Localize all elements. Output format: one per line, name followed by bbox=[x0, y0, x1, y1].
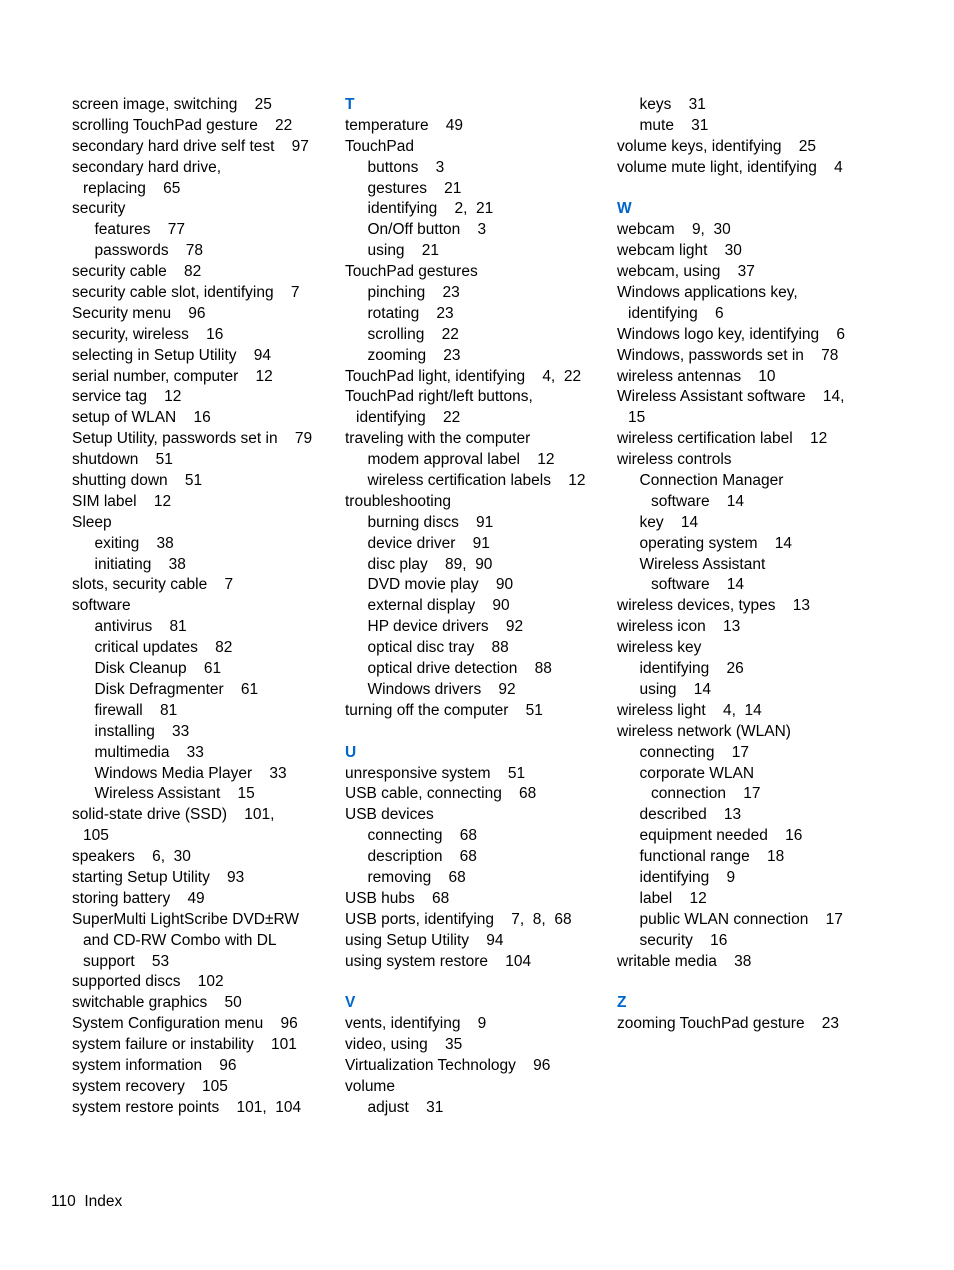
index-subentry: optical drive detection 88 bbox=[367, 660, 552, 678]
index-subentry: connecting 68 bbox=[367, 827, 477, 845]
index-subentry: adjust 31 bbox=[367, 1098, 444, 1116]
index-subentry: 105 bbox=[83, 827, 109, 845]
index-subentry: operating system 14 bbox=[639, 534, 792, 552]
index-subentry: security 16 bbox=[639, 931, 728, 949]
index-entry: System Configuration menu 96 bbox=[72, 1015, 298, 1033]
index-entry: switchable graphics 50 bbox=[72, 994, 242, 1012]
index-subentry: corporate WLAN bbox=[639, 764, 755, 782]
index-entry: zooming TouchPad gesture 23 bbox=[617, 1015, 840, 1033]
index-subentry: connecting 17 bbox=[639, 743, 749, 761]
index-entry: slots, security cable 7 bbox=[72, 576, 234, 594]
index-letter-heading: U bbox=[345, 743, 357, 761]
index-entry: TouchPad light, identifying 4, 22 bbox=[345, 367, 582, 385]
index-subentry: software 14 bbox=[651, 576, 745, 594]
index-subentry: keys 31 bbox=[639, 96, 706, 113]
index-entry: security cable slot, identifying 7 bbox=[72, 284, 300, 302]
index-entry: using Setup Utility 94 bbox=[345, 931, 504, 949]
page-number: 110 bbox=[51, 1193, 76, 1210]
index-subentry: multimedia 33 bbox=[94, 743, 204, 761]
index-subentry: public WLAN connection 17 bbox=[639, 910, 843, 928]
index-subentry: equipment needed 16 bbox=[639, 827, 803, 845]
index-entry: Windows logo key, identifying 6 bbox=[617, 325, 846, 343]
index-column-3 bbox=[617, 95, 867, 1035]
index-subentry: antivirus 81 bbox=[94, 618, 187, 636]
index-subentry: identifying 22 bbox=[356, 409, 461, 427]
index-entry: Sleep bbox=[72, 513, 112, 531]
index-entry: secondary hard drive self test 97 bbox=[72, 137, 309, 155]
index-subentry: optical disc tray 88 bbox=[367, 639, 509, 657]
index-subentry: external display 90 bbox=[367, 597, 510, 615]
index-subentry: DVD movie play 90 bbox=[367, 576, 514, 594]
index-entry: wireless key bbox=[617, 639, 702, 657]
index-entry: wireless network (WLAN) bbox=[617, 722, 791, 740]
section-spacer bbox=[617, 179, 867, 200]
index-entry: Windows applications key, bbox=[617, 284, 798, 302]
index-entry: security, wireless 16 bbox=[72, 325, 224, 343]
index-entry: wireless icon 13 bbox=[617, 618, 741, 636]
index-subentry: Disk Cleanup 61 bbox=[94, 660, 222, 678]
index-entry: USB hubs 68 bbox=[345, 889, 450, 907]
index-letter-heading: Z bbox=[617, 994, 627, 1012]
page-footer bbox=[51, 1192, 122, 1212]
index-subentry: Windows Media Player 33 bbox=[94, 764, 287, 782]
index-entry: selecting in Setup Utility 94 bbox=[72, 346, 272, 364]
index-entry: SuperMulti LightScribe DVD±RW bbox=[72, 910, 300, 928]
index-subentry: connection 17 bbox=[651, 785, 761, 803]
index-entry: wireless devices, types 13 bbox=[617, 597, 810, 615]
index-subentry: key 14 bbox=[639, 513, 699, 531]
index-entry: Setup Utility, passwords set in 79 bbox=[72, 430, 313, 448]
index-entry: traveling with the computer bbox=[345, 430, 531, 448]
index-entry: webcam light 30 bbox=[617, 242, 742, 260]
index-entry: webcam 9, 30 bbox=[617, 221, 731, 239]
index-entry: system failure or instability 101 bbox=[72, 1036, 297, 1054]
index-entry: shutdown 51 bbox=[72, 451, 173, 469]
index-entry: solid-state drive (SSD) 101, bbox=[72, 806, 275, 824]
index-entry: TouchPad gestures bbox=[345, 263, 478, 281]
index-entry: system information 96 bbox=[72, 1056, 237, 1074]
index-entry: USB ports, identifying 7, 8, 68 bbox=[345, 910, 572, 928]
index-subentry: Wireless Assistant 15 bbox=[94, 785, 255, 803]
index-entry: secondary hard drive, bbox=[72, 158, 222, 176]
index-subentry: software 14 bbox=[651, 492, 745, 510]
index-subentry: label 12 bbox=[639, 889, 707, 907]
index-subentry: firewall 81 bbox=[94, 701, 178, 719]
section-spacer bbox=[345, 972, 605, 993]
index-subentry: installing 33 bbox=[94, 722, 190, 740]
index-entry: Windows, passwords set in 78 bbox=[617, 346, 839, 364]
index-entry: volume keys, identifying 25 bbox=[617, 137, 817, 155]
index-subentry: On/Off button 3 bbox=[367, 221, 487, 239]
index-entry: setup of WLAN 16 bbox=[72, 409, 211, 427]
index-entry: USB devices bbox=[345, 806, 434, 824]
index-entry: storing battery 49 bbox=[72, 889, 205, 907]
index-subentry: device driver 91 bbox=[367, 534, 490, 552]
index-subentry: scrolling 22 bbox=[367, 325, 459, 343]
index-entry: Security menu 96 bbox=[72, 304, 206, 322]
index-subentry: Wireless Assistant bbox=[639, 555, 766, 573]
index-entry: video, using 35 bbox=[345, 1036, 463, 1054]
index-subentry: identifying 6 bbox=[628, 304, 724, 322]
index-subentry: using 21 bbox=[367, 242, 440, 260]
index-subentry: identifying 9 bbox=[639, 868, 736, 886]
index-entry: speakers 6, 30 bbox=[72, 848, 191, 866]
index-subentry: buttons 3 bbox=[367, 158, 445, 176]
index-entry: supported discs 102 bbox=[72, 973, 224, 991]
index-entry: USB cable, connecting 68 bbox=[345, 785, 537, 803]
index-entry: shutting down 51 bbox=[72, 472, 203, 490]
index-entry: using system restore 104 bbox=[345, 952, 532, 970]
index-entry: temperature 49 bbox=[345, 116, 464, 134]
index-entry: turning off the computer 51 bbox=[345, 701, 543, 719]
index-entry: writable media 38 bbox=[617, 952, 752, 970]
index-entry: system recovery 105 bbox=[72, 1077, 228, 1095]
index-letter-heading: T bbox=[345, 96, 355, 113]
index-entry: software bbox=[72, 597, 131, 615]
index-subentry: replacing 65 bbox=[83, 179, 181, 197]
index-entry: TouchPad bbox=[345, 137, 414, 155]
index-entry: scrolling TouchPad gesture 22 bbox=[72, 116, 293, 134]
index-subentry: modem approval label 12 bbox=[367, 451, 555, 469]
index-subentry: rotating 23 bbox=[367, 304, 454, 322]
index-entry: wireless antennas 10 bbox=[617, 367, 776, 385]
index-subentry: gestures 21 bbox=[367, 179, 462, 197]
index-entry: serial number, computer 12 bbox=[72, 367, 273, 385]
index-entry: volume bbox=[345, 1077, 395, 1095]
index-entry: volume mute light, identifying 4 bbox=[617, 158, 843, 176]
index-subentry: passwords 78 bbox=[94, 242, 204, 260]
index-entry: system restore points 101, 104 bbox=[72, 1098, 302, 1116]
index-subentry: identifying 26 bbox=[639, 660, 744, 678]
index-column-2 bbox=[345, 95, 605, 1119]
index-entry: webcam, using 37 bbox=[617, 263, 755, 281]
index-subentry: identifying 2, 21 bbox=[367, 200, 494, 218]
index-subentry: pinching 23 bbox=[367, 284, 460, 302]
index-subentry: critical updates 82 bbox=[94, 639, 233, 657]
index-subentry: and CD-RW Combo with DL bbox=[83, 931, 277, 949]
index-entry: service tag 12 bbox=[72, 388, 182, 406]
index-entry: wireless light 4, 14 bbox=[617, 701, 762, 719]
index-subentry: functional range 18 bbox=[639, 848, 785, 866]
index-subentry: using 14 bbox=[639, 680, 712, 698]
index-column-1 bbox=[72, 95, 332, 1119]
index-entry: Wireless Assistant software 14, bbox=[617, 388, 845, 406]
index-subentry: wireless certification labels 12 bbox=[367, 472, 586, 490]
section-spacer bbox=[345, 722, 605, 743]
index-subentry: 15 bbox=[628, 409, 646, 427]
index-subentry: removing 68 bbox=[367, 868, 466, 886]
index-entry: Virtualization Technology 96 bbox=[345, 1056, 551, 1074]
index-subentry: HP device drivers 92 bbox=[367, 618, 524, 636]
index-entry: screen image, switching 25 bbox=[72, 96, 272, 113]
index-subentry: initiating 38 bbox=[94, 555, 186, 573]
index-subentry: support 53 bbox=[83, 952, 170, 970]
index-subentry: description 68 bbox=[367, 848, 477, 866]
index-subentry: described 13 bbox=[639, 806, 742, 824]
index-subentry: Connection Manager bbox=[639, 472, 784, 490]
index-entry: troubleshooting bbox=[345, 492, 451, 510]
index-entry: wireless controls bbox=[617, 451, 732, 469]
index-subentry: zooming 23 bbox=[367, 346, 461, 364]
index-letter-heading: W bbox=[617, 200, 632, 218]
index-entry: security bbox=[72, 200, 126, 218]
index-subentry: exiting 38 bbox=[94, 534, 174, 552]
index-subentry: Windows drivers 92 bbox=[367, 680, 516, 698]
index-entry: unresponsive system 51 bbox=[345, 764, 526, 782]
index-subentry: disc play 89, 90 bbox=[367, 555, 493, 573]
index-subentry: burning discs 91 bbox=[367, 513, 494, 531]
index-entry: SIM label 12 bbox=[72, 492, 172, 510]
index-entry: TouchPad right/left buttons, bbox=[345, 388, 533, 406]
index-entry: security cable 82 bbox=[72, 263, 202, 281]
index-subentry: features 77 bbox=[94, 221, 185, 239]
index-entry: wireless certification label 12 bbox=[617, 430, 828, 448]
index-entry: starting Setup Utility 93 bbox=[72, 868, 245, 886]
index-entry: vents, identifying 9 bbox=[345, 1015, 487, 1033]
index-subentry: mute 31 bbox=[639, 116, 709, 134]
section-spacer bbox=[617, 972, 867, 993]
footer-section-title: Index bbox=[84, 1193, 123, 1210]
index-subentry: Disk Defragmenter 61 bbox=[94, 680, 259, 698]
index-letter-heading: V bbox=[345, 994, 356, 1012]
